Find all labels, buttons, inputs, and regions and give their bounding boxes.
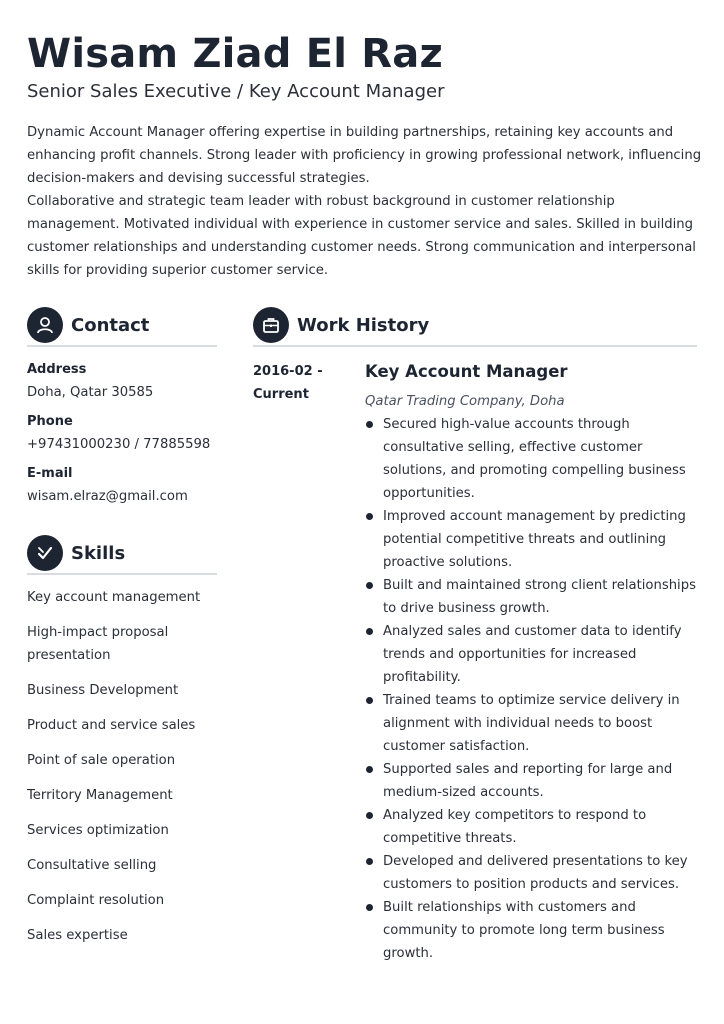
- skills-heading: Skills: [71, 542, 126, 564]
- skill-item: Key account management: [27, 590, 201, 605]
- responsibility-item: Built relationships with customers and community to promote long term business growth.: [365, 896, 700, 965]
- responsibility-item: Secured high-value accounts through consultative selling, effective customer solutions, and promoting compelling business opportunities.: [365, 413, 700, 505]
- email-label: E-mail: [27, 466, 73, 481]
- skill-item: High-impact proposal presentation: [27, 625, 169, 663]
- skill-item: Services optimization: [27, 823, 169, 838]
- briefcase-icon: [253, 307, 289, 343]
- skill-item: Consultative selling: [27, 858, 157, 873]
- work-history-heading: Work History: [297, 314, 430, 336]
- skill-item: Sales expertise: [27, 928, 128, 943]
- responsibility-item: Improved account management by predicting potential competitive threats and outlining proactive solutions.: [365, 505, 700, 574]
- work-history-divider: [253, 345, 697, 347]
- summary-paragraph: Collaborative and strategic team leader with robust background in customer relationship management. Motivated individual with experience in customer service and sales. Skilled in building customer relationships and understanding customer needs. Strong communication and interpersonal skills for providing superior customer service.: [27, 194, 696, 278]
- responsibility-item: Analyzed key competitors to respond to competitive threats.: [365, 804, 700, 850]
- job-subtitle: Senior Sales Executive / Key Account Manager: [27, 81, 445, 102]
- skill-item: Territory Management: [27, 788, 173, 803]
- work-history-section-header: [253, 307, 429, 343]
- phone-label: Phone: [27, 414, 73, 429]
- responsibility-item: Analyzed sales and customer data to identify trends and opportunities for increased profitability.: [365, 620, 700, 689]
- contact-divider: [27, 345, 217, 347]
- skills-section-header: [27, 535, 125, 571]
- phone-value: +97431000230 / 77885598: [27, 437, 211, 452]
- skill-item: Complaint resolution: [27, 893, 165, 908]
- responsibility-item: Built and maintained strong client relationships to drive business growth.: [365, 574, 700, 620]
- responsibility-item: Trained teams to optimize service delivery in alignment with individual needs to boost customer satisfaction.: [365, 689, 700, 758]
- job-title: Key Account Manager: [365, 362, 568, 381]
- address-value: Doha, Qatar 30585: [27, 385, 154, 400]
- address-label: Address: [27, 362, 87, 377]
- summary-paragraph: Dynamic Account Manager offering expertise in building partnerships, retaining key accounts and enhancing profit channels. Strong leader with proficiency in growing professional network, influencing decision-makers and devising successful strategies.: [27, 125, 702, 186]
- contact-section-header: [27, 307, 149, 343]
- candidate-name: Wisam Ziad El Raz: [27, 31, 443, 77]
- job-company: Qatar Trading Company, Doha: [365, 394, 565, 409]
- skill-item: Product and service sales: [27, 718, 196, 733]
- skill-item: Point of sale operation: [27, 753, 176, 768]
- skills-list: [27, 586, 217, 959]
- person-icon: [27, 307, 63, 343]
- job-date-range: 2016-02 - Current: [253, 364, 323, 402]
- job-responsibilities: [365, 413, 700, 965]
- skills-divider: [27, 573, 217, 575]
- professional-summary: [27, 121, 707, 282]
- skills-icon: [27, 535, 63, 571]
- skill-item: Business Development: [27, 683, 179, 698]
- email-value: wisam.elraz@gmail.com: [27, 489, 188, 504]
- contact-heading: Contact: [71, 314, 150, 336]
- responsibility-item: Developed and delivered presentations to key customers to position products and services.: [365, 850, 700, 896]
- responsibility-item: Supported sales and reporting for large and medium-sized accounts.: [365, 758, 700, 804]
